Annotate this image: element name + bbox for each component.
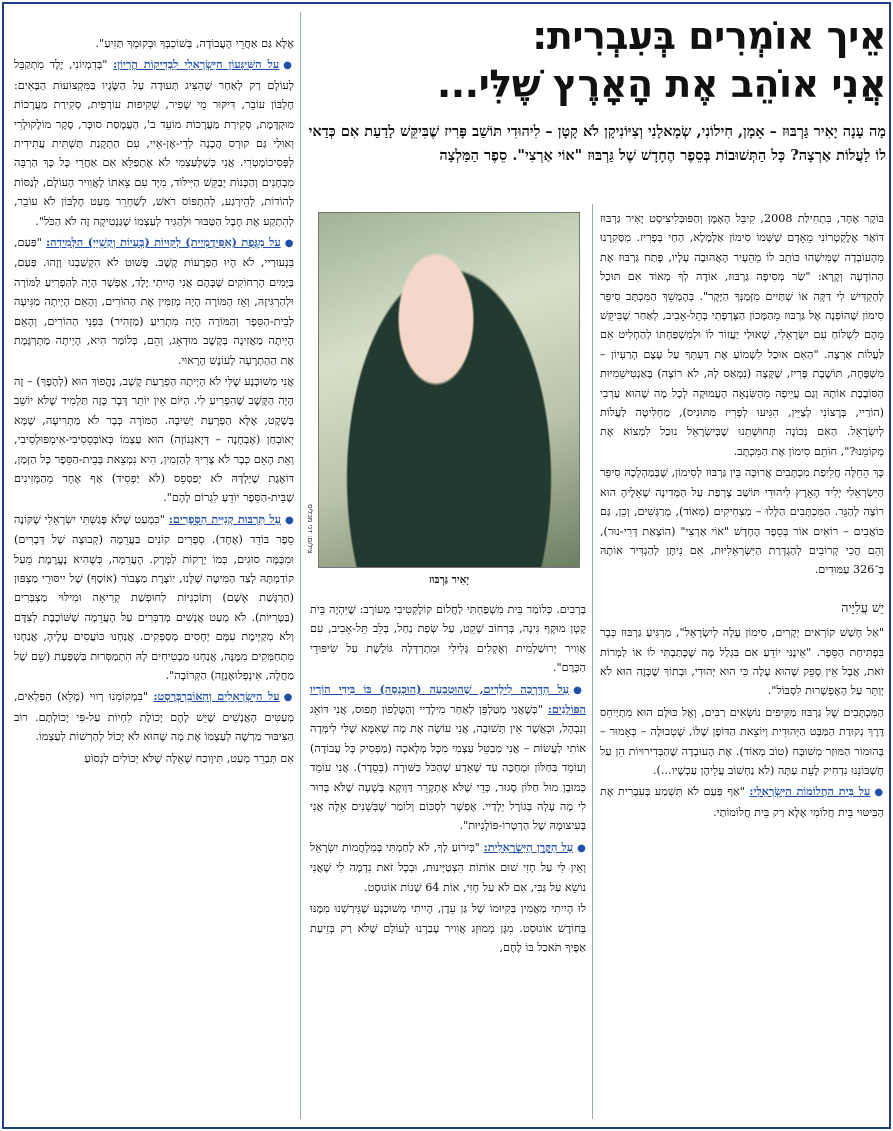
bullet-icon: ●: [284, 514, 294, 526]
bullet-text: "פַּעַם, בִּנְעוּרַיי, לֹא הָיוּ הַפְרָעוֹת קֶשֶׁב. פָּשׁוּט לֹא הִקְשַׁבְנוּ וְזֶהוּ. פַּעַם, בַּיָּמִים הָרְחוֹקִים שֶׁבָּהֶם אֲנִי הָיִיתִי יֶלֶד, אֶפְשָׁר הָיָה לְהַפְרִיעַ לַמּוֹרָה וּלְהַרְגִּיזָהּ, וְאָז הַמּוֹרָה הָיָה מְזַמִּין אֶת הַהוֹרִים, וְהָאֵם הָיְיתָה מַגִּיעָה לְבֵית-הַסֵּפֶר וְהַמּוֹרָה הָיָה מִתְרִיעַ (מַזְהִיר) בִּפְנֵי הַהוֹרִים, וְהָאֵם הָיְיתָה מַאֲזִינָה בְּקֶשֶׁב מוּדְאָג, וְהֵם, כְּלוֹמַר הִיא, הָיְיתָה מַתְרְגֶּמֶת אֶת הַהַתְרָעָה לְעוֹנֶשׁ הָרָאוּי.: [14, 236, 294, 367]
bullet-text: "בִּמְקוֹמֵנוּ רְווּי (מָלֵא) הַפַּלְאִים, מְעַטִּים הָאֲנָשִׁים שֶׁיֵּשׁ לָהֶם יְכוֹלֶת לִחְיוֹת עַל-פִּי יְכוֹלְתָּם. רוֹב הַצִּיבּוּר מַרְשֶׁה לְעַצְמוֹ אֶת מָה שֶׁהוּא לֹא יָכוֹל לְהַרְשׁוֹת לְעַצְמוֹ.: [14, 690, 294, 744]
bullet-text: "כִּמְעַט שֶׁלֹּא פָּגַשְׁתִּי יִשְׂרְאֵלִי שֶׁקּוֹנֶה סֵפֶר בּוֹדֵד (אֶחָד). סְפָרִים קוֹנִים בַּעֲרֵמָה (קְבוּצָה שֶׁל דְּבָרִים) וּמִכָּמָּה סוּגִים, כְּמוֹ יְרָקוֹת לַמָּרָק. הָעֲרֵמָה, כְּשֶׁהִיא נֶעֱרֶמֶת מֵעַל קוֹדַמְתָּהּ לְצַד הַמִּיטָּה שֶׁלָּנוּ, יוֹצֶרֶת מַצָּבוֹר (אוֹסֶף) שֶׁל יִיסּוּרֵי מַצְפּוּן (הַרְגָּשַׁת אָשָׁם) וְתוֹכְנִיּוֹת לְחוּפְשַׁת קְרִיאָה וּמִילּוּי מַצְבְּרִים (בַּטְּרִיּוֹת). לֹא מְעַט אֲנָשִׁים מְדַבְּרִים עַל הָעֲרֵמָה שֶׁשּׁוֹכֶבֶת לְצִדָּם וְלֹא מְקַיְּימֶת עִמָּם יְחָסִים מְסַפְּקִים. אֲנַחְנוּ כּוֹעֲסִים עָלֶיהָ, אֲנַחְנוּ מִתְחַמְּקִים מִמֶּנָּה, אֲנַחְנוּ מַבְטִיחִים לָהּ הִתְמַסְּרוּת בַּשְׁפַּעַת (שֵׁם שֶׁל מַחֲלָה, אִינְפְלוּאֶנְזָה) הַקְּרוֹבָה".: [14, 512, 294, 682]
bullet-text: "בְּדִמְיוֹנִי, יֶלֶד מִתְקַבֵּל לָעוֹלָם רַק לְאַחַר שֶׁהִצִּיג תְּעוּדָה עַל הַשָּׂגָיו בַּמִּקְצוֹעוֹת הַבָּאִים: חֶלְבּוֹן עוֹבֵר, דִּיקּוּר מֵי שָׁפִיר, שְׁקִיפוּת עוֹרְפִית, סְקִירַת מַעֲרָכוֹת מוּקְדֶּמֶת, סְקִירַת מַעֲרָכוֹת מוֹעֵד ב', הַעֲמָסַת סוּכָּר, סֶקֶר מוֹלֶקוּלָרִי וְאוּלַי גַּם קוּרְס הֲכָנָה לְדֵי-אֶן-אֵיי, עִם הַתְקָנַת תַּשְׁתִּית עֲתִידִית לְפְּסִיכוֹמֶטְרִי. אֲנִי כְּשֶׁלְּעַצְמִי לֹא אֶתְפַּלֵּא אִם אַחֲרֵי כָּל כָּךְ הַרְבֵּה מִבְחָנִים וְהַכָּנוֹת יְבַקֵּשׁ הַיִּילּוֹד, מִיָּד עִם צֵאתוֹ לָאֲוִויר הָעוֹלָם, לְנַסּוֹת לְהוֹדוֹת, לְהֵירָגַע, לְהִתְפּוֹס רֹאשׁ, לְשַׁחְרֵר מֵעַט חֶלְבּוֹן לֹא עוֹבֵר, לְהִתְקַע אֶת חֶבֶל הַטַּבּוּר וּלְהַגִּיד לְעַצְמוֹ שֶׁגַּנְטִיקָה זֶה לֹא הַכֹּל".: [14, 58, 294, 228]
paragraph: הַמִּכְתָּבִים שֶׁל גַּרְבּוּז מַקִּיפִים נוֹשְׂאִים רַבִּים, וְאֶל כּוּלָּם הוּא מִתְיַיחֵס דֶּרֶךְ נְקוּדַת הַמַּבָּט הַיְּהוּדִית וְיוֹצֵאת הַדּוֹפֶן שֶׁלּוֹ, שֶׁטְבוּלָה – כְּאָמוּר – בְּהוּמוֹר הַמּוּזַר מְשׁוּבָּח (טוֹב מְאוֹד). אֶת הָעוּבְדָה שֶׁהַבְּדִירוּיוֹת הֵן עַל חֶשְׁבּוֹנֵנוּ נִדְחִיק לָעֵת עַתָּה (לֹא נַחְשׁוֹב עֲלֵיהֶן עַכְשָׁיו...).: [600, 705, 884, 777]
subheadline: מָה עָנָה יָאִיר גַּרְבּוּז – אָמָן, חִילוֹנִי, שְׂמָאלָנִי וְצִיּוֹנִיקָן לֹא קָטָן – לִיהוּדִי תּוֹשַׁב פָּרִיז שֶׁבִּיקֵּשׁ לָדַעַת אִם כְּדַאי לוֹ לַעֲלוֹת אַרְצָה? כָּל הַתְּשׁוּבוֹת בְּסֵפֶר הֶחָדָשׁ שֶׁל גַּרְבּוּז "אוֹי אַרְצִי". סֵפֶר הַמַּלְצָה: [308, 123, 886, 164]
bullet-icon: ●: [283, 60, 294, 72]
bullet-paragraph: [600, 782, 884, 822]
paragraph: "אַל חָשַׁשׁ קוֹרְאִים יְקָרִים, סִימוֹן עָלָה לְיִשְׂרָאֵל", מַרְגִּיעַ גַּרְבּוּז כְּבָר בִּפְתִיחַת הַסֵּפֶר. "אֵינֶנִּי יוֹדֵעַ אִם בִּגְלַל מָה שֶׁכָּתַבְתִּי לוֹ אוֹ לַמְרוֹת זֹאת, אֲבָל אֵין סָפֵק שֶׁהוּא עָלָה כִּי הוּא יְהוּדִי, וּבְתוֹךְ שֶׁכָּזֶה הוּא לֹא יְוַתֵּר עַל הָאֶפְשָׁרוּת לִסְבּוֹל".: [600, 626, 884, 698]
paragraph: אֲנִי מְשׁוּכְנָע שֶׁלִּי לֹא הָיְיתָה הַפְרָעַת קֶשֶׁב, נֶהֱפוֹךְ הוּא (לְהֶפֶךְ) – זֶה הָיָה הַקֶּשֶׁב שֶׁהִפְרִיעַ לִי. הַיּוֹם אֵין יוֹתֵר דָּבָר כָּזֶה תַּלְמִיד שֶׁלֹּא יוֹשֵׁב בְּשֶׁקֶט, אֶלָּא הַפְרָעַת יְשִׁיבָה. הַמּוֹרָה כְּבָר לֹא מַתְרִיעָה, שֶׁמָּא יְאוּבְחַן (אֶבְחָנָה – דְּיָאגְנוֹזָה) הוּא עַצְמוֹ כְּאוֹבְּסֵסִיבִי-אִימְפּוּלְסִיבִי, וְאֵת הָאֵם כְּבָר לֹא צָרִיךְ לְהַזְמִין, הִיא נִמְצֵאת בְּבֵית-הַסֵּפֶר כָּל הַזְּמַן, דּוֹאֶגֶת שֶׁיַּלְדָּהּ לֹא יְפַסְפֵס (לֹא יַפְסִיד) אַף אֶחָד מֵהַמְּזִינִים שֶׁבֵּית-הַסֵּפֶר יוֹדֵעַ לִגְרוֹם לָהֶם".: [14, 374, 294, 505]
headline-block: [306, 12, 886, 168]
bullet-paragraph: [14, 55, 294, 231]
bullet-lead: עַל בֵּית הַחֲלוֹמוֹת הַיִּשְׂרְאֵלִי:: [749, 784, 871, 799]
bullet-paragraph: [14, 687, 294, 746]
bullet-icon: ●: [284, 238, 294, 250]
headline-line-1: אֵיך אוֹמְרִים בְּעִבְרִית:: [532, 14, 886, 58]
article-page: [2, 2, 891, 1129]
paragraph: בְּרָבִים. כְּלוֹמַר בֵּית מִשְׁפַּחְתִּי לַחֲלוֹם קוֹלֶקְטִיבִי מְעוֹרָב: שֶׁיִּהְיֶה בֵּית קָטָן מוּקָף גִּינָה, בְּרְחוֹב שָׁקֵט, עַל שְׂפַת נַחַל, בְּלֵב תֵּל-אָבִיב, עִם אֲוִויר יְרוּשַׁלְמִית וְאֶקְלִים גָּלִילִי וּמִתְרְדְּלָה גּוֹלֶשֶׁת עַל שִׂיפּוּדֵי הַכֶּרֶם".: [310, 603, 586, 675]
bullet-icon: ●: [573, 684, 586, 696]
column-middle: [310, 600, 586, 1125]
bullet-text: "כְּיִרוּעַ לְךָ, לֹא לָחַמְתִּי בְּמִלְחֲמוֹת יִשְׂרָאֵל וְאֵין לִי עַל חָזִי שׁוּם אוֹתוֹת הִצְטַיְּינוּת, וּבְכָל זֹאת נִדְמֶה לִי שֶׁאֲנִי נוֹשֵׂא עַל גַּבִּי, אִם לֹא עַל חָזִי, אוֹת 64 שָׁנוֹת אוֹגוּסְט.: [310, 840, 586, 894]
bullet-text: "כְּשֶׁאֲנִי מְטַלְפֵּן לְאַחַר מִילָדַיי וְהַטֶּלֶפוֹן תָּפוּס, אֲנִי דּוֹאֵג וְנִבְהָל, וּכְאֲשֶׁר אֵין תְּשׁוּבָה, אֲנִי עוֹשֶׂה אֶת מָה שֶׁאִמָּא שֶׁלִּי לִימְּדָה אוֹתִי לַעֲשׂוֹת – אֲנִי מְבַטֵּל עַצְמִי מִכָּל מְלָאכָה (מַפְסִיק כָּל עֲבוֹדָה) וְעוֹמֵד בַּחַלּוֹן וּמְחַכֶּה עַד שֶׁאֵדַע שֶׁהַכֹּל כַּשּׁוּרָה (בְּסֵדֶר). אֲנִי עוֹמֵד כְּמוּבָן מוּל חַלּוֹן סָגוּר, כְּדֵי שֶׁלֹּא אֶתְקָרֵר דַּוְוקָא בְּשָׁעָה שֶׁלֹּא בָּרוּר לִי מָה עָלָה בְּגוֹרָל יְלָדַיי. אֶפְשָׁר לִסְכּוֹם וְלוֹמַר שֶׁבְּשָׁנִים אֵלֶּה אֲנִי בְּעִיצוּמָהּ שֶׁל הַרְטְרוֹ-פּוֹלָנִיּוּת".: [310, 703, 586, 833]
column-right: [600, 209, 884, 1124]
bullet-text: "אַף פַּעַם לֹא תִּשְׁמַע בְּעִבְרִית אֶת הַבִּיטּוּי בֵּית חֲלוֹמִי אֶלָּא רַק בֵּית חֲלוֹמוֹתַי.: [600, 785, 884, 819]
author-photo: [318, 212, 580, 568]
column-divider: [592, 204, 593, 1119]
paragraph: אֶלָּא גַּם אַחֲרֵי הָעֲבוֹדָה, בְּשׁוֹכְבְּךָ וּבְקוּמְךָ תַּזִיעַ".: [95, 37, 294, 50]
section-heading: יֵשׁ עֲלִיָּיה: [841, 599, 884, 615]
paragraph: בּוֹקֶר אֶחָד, בִּתְחִילַּת 2008, קִיבֵּל הָאָמָּן וְהַפּוּבְּלִיצִיסְט יָאִיר גַּרְבּוּז דּוֹאַר אֶלֶקְטְרוֹנִי מֵאָדָם שֶׁשְּׁמוֹ סִימוֹן אַלְמָלֶא, הַחַי בְּפָרִיז. מִסְּקִרָנוּ מֵהָעוֹבְדָה שֶׁמִּישֶׁהוּ כּוֹתֵב לוֹ מֵהֵעָיר הָאֲהוּבָה עָלָיו, פָּתַח גַּרְבּוּז אֶת הַהוֹדָעָה וְקָרָא: "שַׂר מְסִיפָה גַּרְבּוּז, אוֹדֶה לְךָ מְאוֹד אִם תּוּכַל לְהַקְדִּישׁ לִי דַּקָּה אוֹ שְׁתַּיִים מִזְּמַנְּךָ הַיָּקָר". בְּהֶמְשֵׁךְ הַמִּכְתָּב סִיפֵּר סִימוֹן שֶׁהוֹפְנָה אֶל גַּרְבּוּז מֵהַמָּכוֹן הַצָּרְפָתִי בְּתֵל-אָבִיב, לְאַחַר שֶׁבִּיקֵּשׁ מֵהֶם לִשְׁלוֹחַ עִם יִשְׂרָאֵלִי, שֶׁאוּלַי יַעֲזוֹר לוֹ וּלְמִשְׁפַּחְתּוֹ לְהַחְלִיט אִם לַעֲלוֹת אַרְצָה. "הַאִם אוּכַל לִשְׁמוֹעַ אֶת דַּעְתְּךָ עַל עֶצֶם הָרַעְיוֹן – מִשְׁפָּחָה, תּוֹשֶׁבֶת פָּרִיז, שֶׁקָּצָה (נִמְאַס לָהּ, לֹא רוֹצָה) בָּאַנְטִישֵׁמִיּוּת הַסּוֹבֶבֶת אוֹתָהּ וְגַם עֲיֵיפָה מֵהַשִּׂנְאָה הָעֲמוּקָה לְכָל מָה שֶׁהוּא עַרְבִי (הוֹרַיי, בְּרָצוֹנִי לְצַיֵּין, הִגִּיעוּ לְפָרִיז מִתּוּנִיס), מַחְלִיטָה לַעֲלוֹת לְיִשְׂרָאֵל. הַאִם נְכוֹנָה תְּחוּשָׁתֵנוּ שֶׁבְּיִשְׂרָאֵל נוּכַל לִמְצוֹא אֶת מְקוֹמֵנוּ?", חוֹתֵם סִימוֹן אֶת הַמִּכְתָּב.: [600, 212, 884, 458]
paragraph: כָּךְ הֵחֵלָּה חֲלִיפַת מִכְתָּבִים אֲרוּכָּה בֵּין גַּרְבּוּז לְסִימוֹן, שֶׁבְּמַהְלָכָהּ סִיפֵּר הַיִּשְׂרְאֵלִי יְלִיד הָאָרֶץ לִיהוּדִי תּוֹשַׁב צָרְפַת עַל הַמְּדִינָה שֶׁאֵלֶיהָ הוּא רוֹצֶה לְהַגֵּר. הַמִּכְתָּבִים הַלָּלוּ – מַצְחִיקִים (מְאוֹד), מְרַגְּשִׁים, וְכֵן, גַּם כּוֹאֲבִים – רוֹאִים אוֹר בְּסֵפֶר הֶחָדָשׁ "אוֹי אַרְצִי" (הוֹצָאַת דְּרִי-נוּר), וְהֵם הֲכִי קְרוֹבִים לְהַגְדָּרַת הַיִּשְׂרְאֵלִיּוּת, אִם נִיתָּן לְהַגְדִּיר אוֹתָהּ בְּ־326 עַמּוּדִים.: [600, 466, 884, 577]
bullet-icon: ●: [874, 787, 884, 799]
paragraph: לוּ הָיִיתִי מַאֲמִין בְּקִיּוּמוֹ שֶׁל גַּן עֵדֶן, הָיִיתִי מְשׁוּכְנָע שֶׁגֵּירַשְׁנוּ מִמֶּנּוּ בְּחוֹדֶשׁ אוֹגוּסְט. מִגָּן מְמוּזָג אֲוִויר עָבַרְנוּ לָעוֹלָם שֶׁלֹּא רַק בְּזֵיעַת אַפֶּיךָ תֹּאכַל בּוֹ לֶחֶם,: [310, 902, 586, 954]
bullet-lead: עַל הַשִּׁיגָּעוֹן הַיִּשְׂרְאֵלִי לִבְדִיקוֹת הֶרָיוֹן:: [113, 57, 280, 72]
photo-caption: יָאִיר גַּרְבּוּז: [428, 574, 470, 586]
bullet-lead: עַל הַיִּשְׂרְאֵלִים וְהָאוֹבֵרְבְּרֶסְט:: [153, 689, 280, 704]
bullet-paragraph: [310, 680, 586, 836]
bullet-icon: ●: [577, 842, 586, 854]
bullet-lead: עַל הַדְּרָכָה לִילָדִים, שֶׁהוּטְבָעָה (הוּכְנְסָה) בּוֹ בִּידֵי הוֹרָיו הַפּוֹלָנִים:: [310, 681, 586, 717]
column-divider: [300, 12, 301, 1119]
bullet-lead: עַל תַּרְבּוּת קְנִיַּית הַסְּפָרִים:: [168, 511, 281, 526]
bullet-icon: ●: [283, 692, 294, 704]
bullet-lead: עַל הַקֶּרֶן הַיִּשְׂרְאֵלִית:: [483, 839, 574, 854]
bullet-paragraph: [310, 838, 586, 897]
paragraph: אִם תְּבַרֵר מְעַט, תִּיוָּוכַח שֶׁאֵלָּה שֶׁלֹּא יְכוֹלִים לִנְסוֹעַ: [84, 751, 294, 765]
bullet-paragraph: [14, 233, 294, 370]
column-left: [14, 34, 294, 1124]
bullet-paragraph: [14, 510, 294, 686]
headline-line-2: אֲנִי אוֹהֵב אֶת הָאָרֶץ שֶׁלִּי...: [436, 62, 886, 106]
bullet-lead: עַל מִגֶּפֶת (אֵפִּידֶמְיַית) לְקוּיוֹת (בְּעָיוֹת וְקָשְׁיֵי) הַלְּמִידָה:: [46, 235, 281, 250]
photo-credit: צילום: דני מכליס: [306, 504, 314, 554]
